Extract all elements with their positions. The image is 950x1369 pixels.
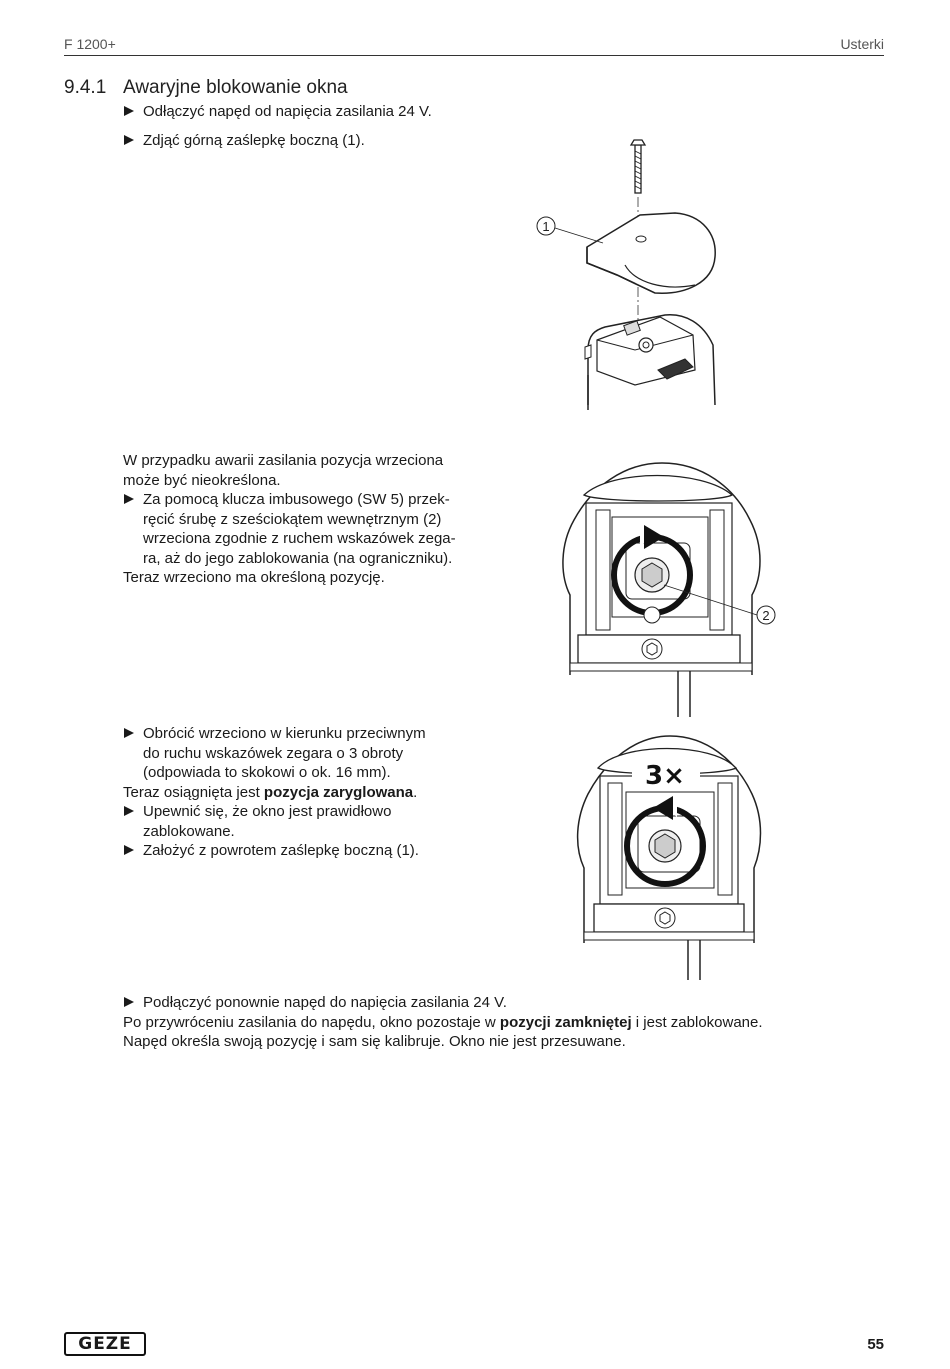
instructions-block-4 [123, 993, 823, 1052]
step-remove-cap: Zdjąć górną zaślepkę boczną (1). [123, 131, 543, 151]
figure-cap-removal [525, 135, 735, 410]
figure-counterclockwise-rotation [570, 728, 770, 983]
logo-text: GEZE [78, 1334, 132, 1354]
status-bold: pozycja zaryglowana [263, 783, 414, 801]
section-title: Awaryjne blokowanie okna [123, 77, 348, 98]
outro-line: Teraz wrzeciono ma określoną pozycję. [123, 569, 385, 586]
step-line: Obrócić wrzeciono w kierunku przeciwnym [143, 725, 426, 742]
step-line: do ruchu wskazówek zegara o 3 obroty [143, 744, 404, 762]
intro-line-2: może być nieokreślona. [123, 471, 281, 489]
result-line-2: Napęd określa swoją pozycję i sam się kalibruje. Okno nie jest przesuwane. [123, 1033, 626, 1050]
step-line: zablokowane. [143, 822, 235, 840]
step-turn-counterclockwise [123, 724, 463, 783]
status-prefix: Teraz osiągnięta jest [123, 783, 264, 801]
step-turn-clockwise [123, 490, 463, 568]
intro-line-1: W przypadku awarii zasilania pozycja wrzeciona [123, 452, 444, 469]
callout-2: 2 [762, 608, 770, 623]
result-prefix: Po przywróceniu zasilania do napędu, okno pozostaje w [123, 1013, 500, 1031]
step-refit-cap: Założyć z powrotem zaślepkę boczną (1). [123, 841, 463, 861]
step-line: wrzeciona zgodnie z ruchem wskazówek zega- [143, 530, 456, 547]
geze-logo [64, 1332, 146, 1356]
doc-model: F 1200+ [64, 36, 116, 52]
status-suffix: . [413, 783, 418, 801]
callout-1: 1 [542, 219, 550, 234]
step-line: ręcić śrubę z sześciokątem wewnętrznym (2) [143, 510, 442, 528]
step-line: ra, aż do jego zablokowania (na ograniczniku). [143, 549, 453, 567]
step-line: (odpowiada to skokowi o ok. 16 mm). [143, 764, 391, 781]
three-times-label: 3× [645, 761, 685, 791]
result-suffix: i jest zablokowane. [631, 1013, 763, 1031]
step-disconnect-power: Odłączyć napęd od napięcia zasilania 24 V. [123, 102, 543, 122]
step-line: Upewnić się, że okno jest prawidłowo [143, 803, 392, 820]
page-number: 55 [867, 1336, 884, 1353]
instructions-block-2 [123, 451, 463, 588]
step-reconnect-power: Podłączyć ponownie napęd do napięcia zasilania 24 V. [123, 993, 823, 1013]
figure-clockwise-rotation [552, 455, 792, 720]
header-divider [64, 55, 884, 56]
section-number: 9.4.1 [64, 77, 107, 98]
instructions-block-3 [123, 724, 463, 861]
result-line-1 [123, 1013, 823, 1033]
result-bold: pozycji zamkniętej [499, 1013, 632, 1031]
instructions-block-1 [123, 102, 543, 150]
step-line: Za pomocą klucza imbusowego (SW 5) przek- [143, 491, 450, 508]
chapter-name: Usterki [840, 36, 884, 52]
status-line [123, 783, 463, 803]
step-verify-locked [123, 802, 463, 841]
